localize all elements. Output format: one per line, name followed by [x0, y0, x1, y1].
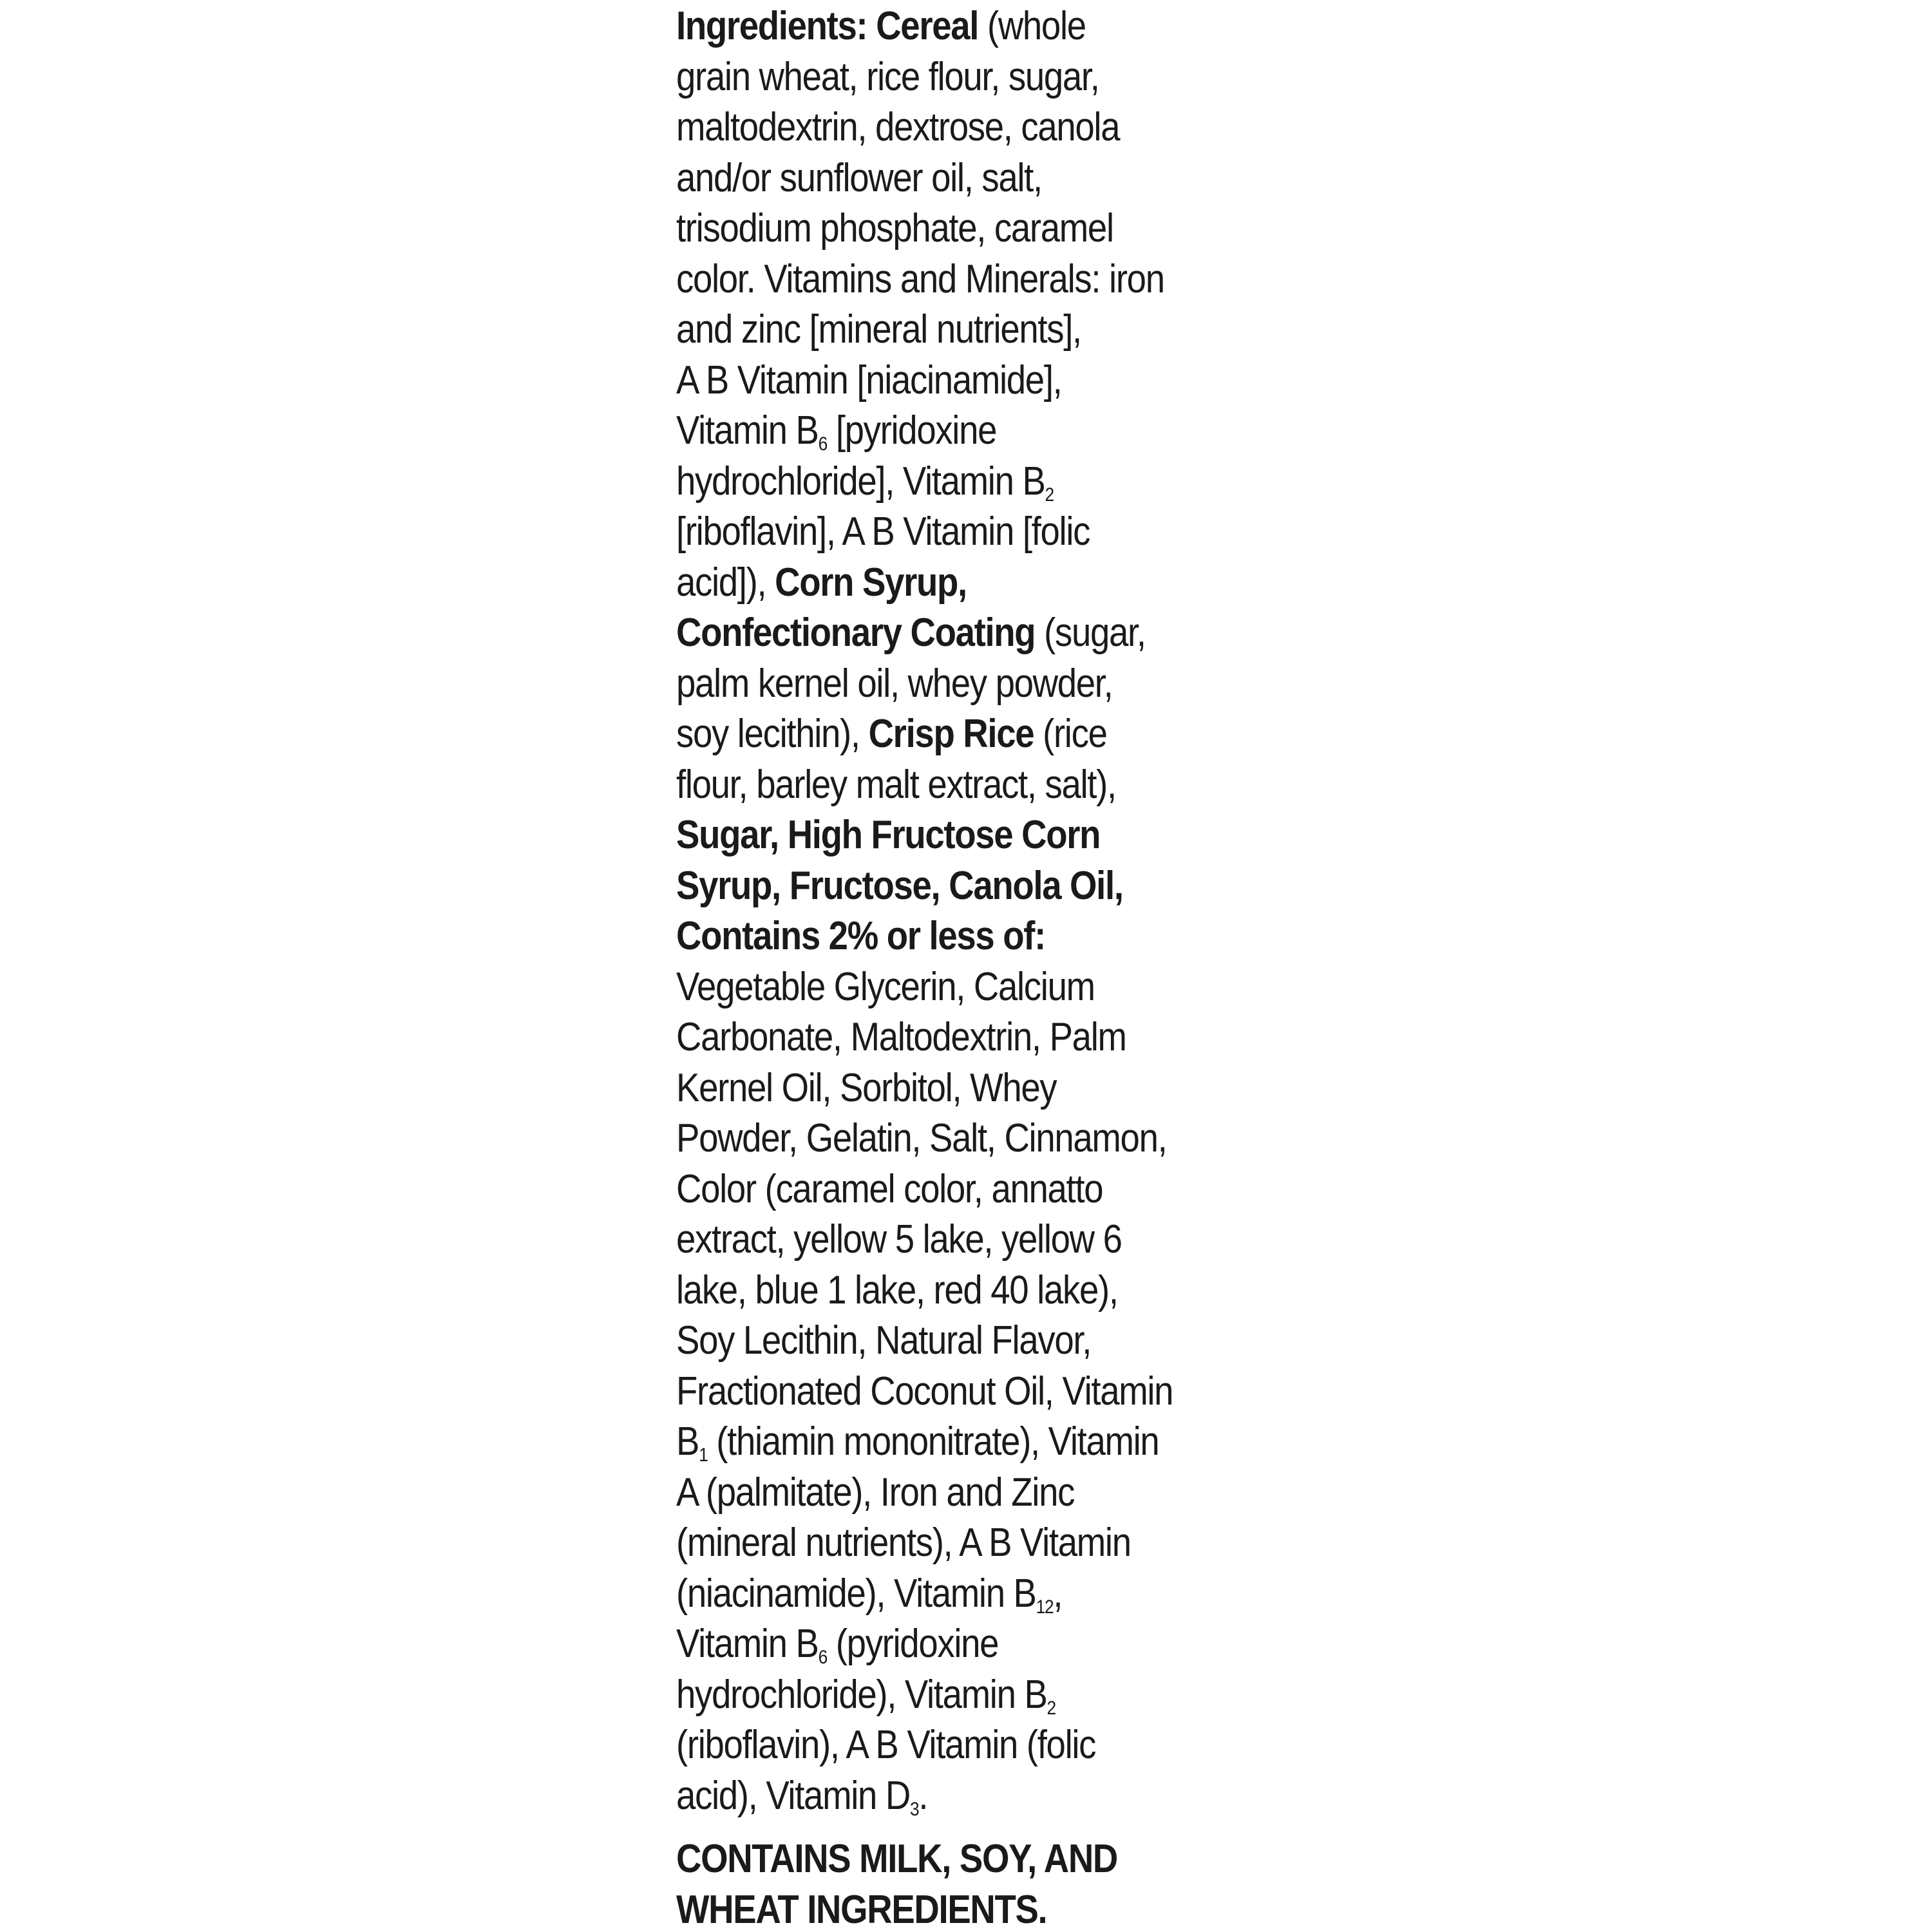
ingredient-text: Fractionated Coconut Oil, Vitamin [676, 1368, 1173, 1414]
ingredient-line [676, 102, 1269, 153]
bold-ingredient-text: Sugar, High Fructose Corn [676, 813, 1101, 857]
ingredient-text: (riboflavin), A B Vitamin (folic [676, 1723, 1096, 1767]
ingredient-text: lake, blue 1 lake, red 40 lake), [676, 1267, 1118, 1312]
ingredient-line [676, 1619, 1269, 1670]
ingredient-line [676, 1215, 1269, 1265]
ingredient-text: Vitamin B [676, 1622, 819, 1666]
ingredient-text: Carbonate, Maltodextrin, Palm [676, 1015, 1126, 1059]
ingredient-text: acid), Vitamin D [676, 1773, 910, 1818]
ingredient-line [676, 709, 1269, 760]
ingredient-text: palm kernel oil, whey powder, [676, 661, 1113, 706]
ingredient-line [676, 911, 1269, 962]
ingredient-line [676, 1113, 1269, 1164]
subscript-text: 12 [1036, 1596, 1054, 1618]
ingredients-text [676, 0, 1269, 1821]
ingredient-text: , [1053, 1571, 1063, 1616]
ingredient-text: Vitamin B [676, 408, 819, 453]
bold-ingredient-text: Crisp Rice [868, 712, 1034, 756]
ingredient-line [676, 962, 1269, 1013]
ingredient-line [676, 760, 1269, 811]
ingredient-line [676, 1670, 1269, 1721]
ingredient-text: (pyridoxine [826, 1622, 999, 1666]
ingredient-text: (whole [978, 4, 1086, 48]
ingredient-line [676, 1417, 1269, 1468]
ingredient-line [676, 558, 1269, 609]
ingredient-line [676, 355, 1269, 406]
ingredient-text: A B Vitamin [niacinamide], [676, 357, 1062, 402]
bold-ingredient-text: Corn Syrup, [775, 560, 967, 605]
ingredient-text: and zinc [mineral nutrients], [676, 307, 1081, 352]
subscript-text: 6 [818, 1647, 827, 1668]
ingredient-text: A (palmitate), Iron and Zinc [676, 1470, 1075, 1515]
bold-ingredient-text: Confectionary Coating [676, 611, 1036, 655]
ingredient-line [676, 1063, 1269, 1114]
ingredient-text: extract, yellow 5 lake, yellow 6 [676, 1217, 1122, 1262]
ingredient-line [676, 1164, 1269, 1215]
ingredient-text: soy lecithin), [676, 712, 869, 756]
ingredient-text: [riboflavin], A B Vitamin [folic [676, 509, 1090, 554]
ingredient-text: acid]), [676, 560, 775, 605]
ingredient-line [676, 1316, 1269, 1367]
ingredient-text: color. Vitamins and Minerals: iron [676, 256, 1164, 301]
ingredient-line [676, 204, 1269, 254]
allergen-line-2: WHEAT INGREDIENTS. [676, 1887, 1047, 1932]
ingredient-text: . [918, 1773, 928, 1818]
ingredient-text: (niacinamide), Vitamin B [676, 1571, 1036, 1616]
ingredient-line [676, 153, 1269, 204]
subscript-text: 6 [818, 433, 827, 455]
ingredient-line [676, 1367, 1269, 1417]
ingredient-line [676, 305, 1269, 355]
ingredient-text: grain wheat, rice flour, sugar, [676, 54, 1099, 99]
bold-ingredient-text: Ingredients: Cereal [676, 4, 979, 48]
ingredient-line [676, 1012, 1269, 1063]
ingredient-text: trisodium phosphate, caramel [676, 206, 1113, 251]
ingredient-text: (mineral nutrients), A B Vitamin [676, 1520, 1131, 1565]
ingredient-line [676, 1720, 1269, 1771]
ingredient-text: Kernel Oil, Sorbitol, Whey [676, 1065, 1057, 1110]
ingredient-line [676, 659, 1269, 710]
ingredient-line [676, 52, 1269, 103]
ingredient-text: maltodextrin, dextrose, canola [676, 105, 1120, 149]
ingredient-text: hydrochloride), Vitamin B [676, 1672, 1047, 1717]
allergen-line-1: CONTAINS MILK, SOY, AND [676, 1837, 1117, 1881]
ingredients-panel [676, 0, 1269, 1932]
ingredient-text: [pyridoxine [826, 408, 997, 453]
ingredient-line [676, 1771, 1269, 1822]
subscript-text: 2 [1045, 484, 1054, 506]
ingredient-line [676, 406, 1269, 457]
ingredient-text: flour, barley malt extract, salt), [676, 762, 1116, 807]
ingredient-line [676, 810, 1269, 861]
ingredient-line [676, 1569, 1269, 1620]
ingredient-line [676, 608, 1269, 659]
ingredient-text: Soy Lecithin, Natural Flavor, [676, 1318, 1092, 1363]
ingredient-line [676, 1265, 1269, 1316]
ingredient-line [676, 1, 1269, 52]
ingredient-line [676, 457, 1269, 507]
ingredient-line [676, 1468, 1269, 1519]
ingredient-text: hydrochloride], Vitamin B [676, 459, 1045, 504]
subscript-text: 2 [1046, 1697, 1056, 1719]
ingredient-text: (sugar, [1035, 611, 1146, 655]
subscript-text: 3 [909, 1798, 919, 1820]
ingredient-text: B [676, 1419, 699, 1464]
ingredient-text: and/or sunflower oil, salt, [676, 155, 1042, 200]
ingredient-text: Powder, Gelatin, Salt, Cinnamon, [676, 1116, 1167, 1160]
ingredient-text: Color (caramel color, annatto [676, 1166, 1103, 1211]
ingredient-line [676, 507, 1269, 558]
ingredient-line [676, 1518, 1269, 1569]
ingredient-text: Vegetable Glycerin, Calcium [676, 964, 1095, 1009]
allergen-statement [676, 1834, 1269, 1932]
bold-ingredient-text: Contains 2% or less of: [676, 914, 1045, 958]
subscript-text: 1 [699, 1444, 708, 1466]
ingredient-line [676, 254, 1269, 305]
ingredient-text: (thiamin mononitrate), Vitamin [707, 1419, 1159, 1464]
ingredient-line [676, 861, 1269, 912]
bold-ingredient-text: Syrup, Fructose, Canola Oil, [676, 863, 1123, 908]
ingredient-text: (rice [1034, 712, 1107, 756]
